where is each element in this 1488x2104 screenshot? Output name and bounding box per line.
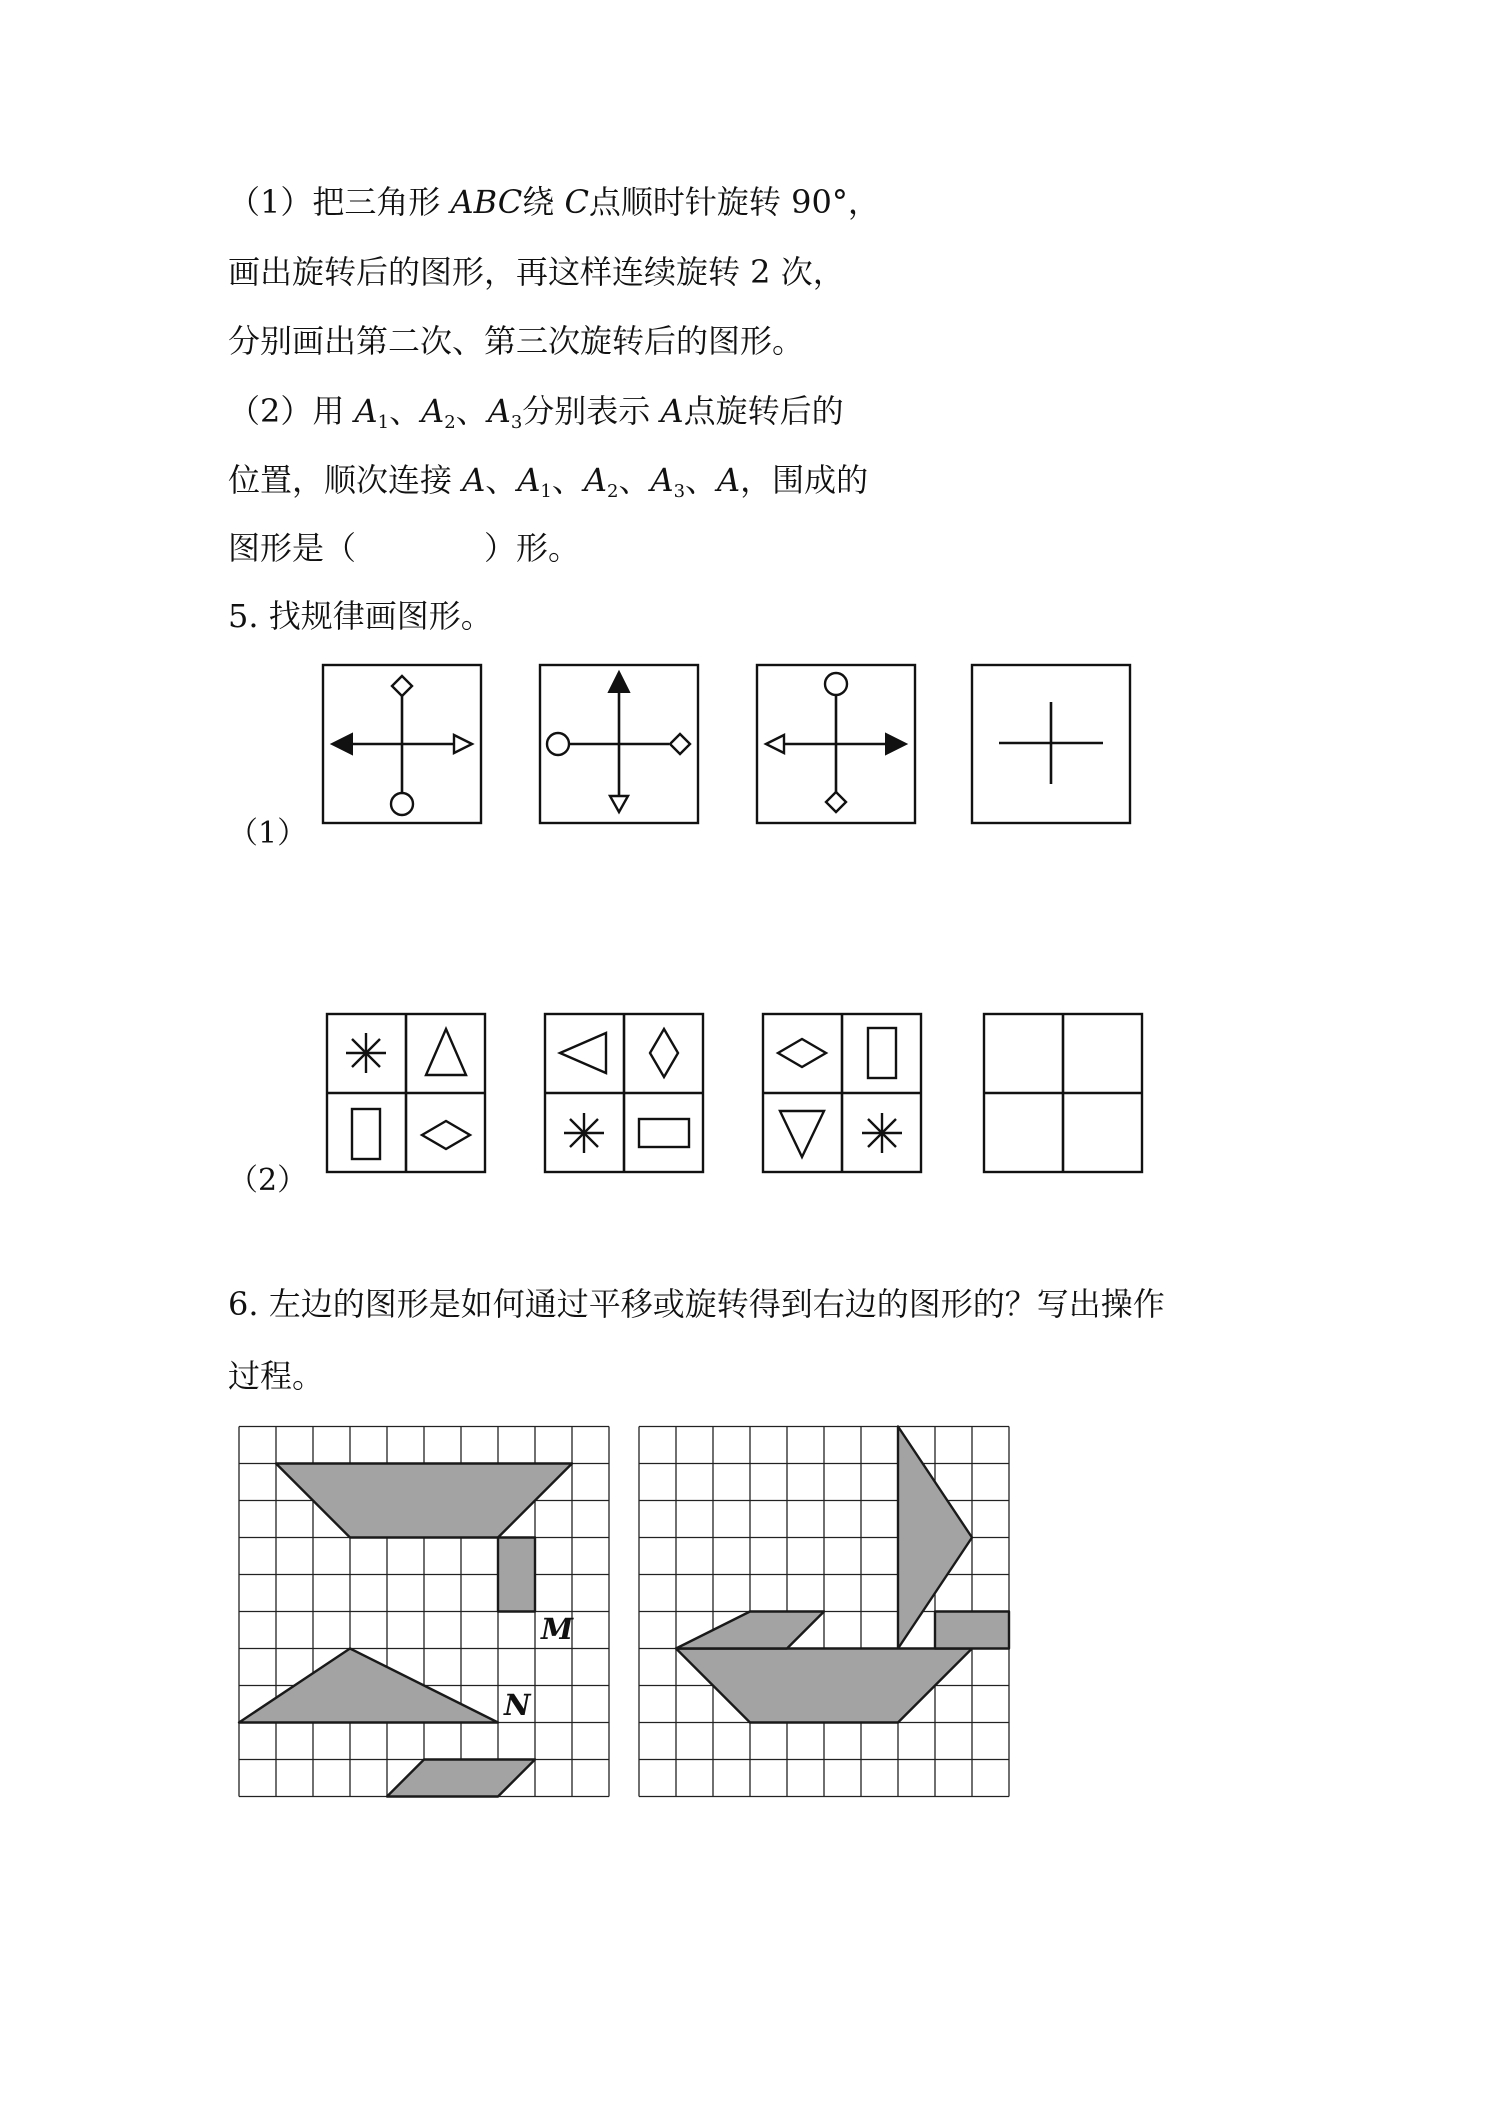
- bow-triangle-shape: [676, 1612, 824, 1649]
- triangle-icon: [560, 1033, 606, 1073]
- parallelogram-shape: [387, 1760, 535, 1797]
- q5-sub2-label: （2）: [228, 1163, 308, 1198]
- q5-row1-box1: [322, 664, 482, 824]
- diamond-icon: [392, 676, 412, 696]
- small-rectangle-shape: [935, 1612, 1009, 1649]
- hollow-arrow-icon: [610, 796, 628, 812]
- diamond-icon: [826, 792, 846, 812]
- circle-icon: [391, 793, 413, 815]
- q6-title-line1: 6. 左边的图形是如何通过平移或旋转得到右边的图形的？写出操作: [228, 1285, 1165, 1323]
- q5-row2-box1: [326, 1013, 486, 1173]
- label-m: M: [541, 1612, 574, 1646]
- q4-part1-line2: 画出旋转后的图形，再这样连续旋转 2 次，: [228, 253, 845, 291]
- diamond-icon: [650, 1029, 678, 1077]
- solid-arrow-icon: [332, 734, 352, 754]
- diamond-icon: [670, 734, 690, 754]
- q5-row1-box4-answer[interactable]: [971, 664, 1131, 824]
- asterisk-icon: [564, 1113, 604, 1153]
- solid-arrow-icon: [609, 672, 629, 692]
- q5-row1-box3: [756, 664, 916, 824]
- q5-sub1-label: （1）: [228, 816, 308, 851]
- q6-title-line2: 过程。: [228, 1357, 325, 1395]
- q4-part1-line3: 分别画出第二次、第三次旋转后的图形。: [228, 322, 805, 360]
- asterisk-icon: [346, 1033, 386, 1073]
- q5-row2-box2: [544, 1013, 704, 1173]
- circle-icon: [825, 673, 847, 695]
- rectangle-icon: [868, 1028, 896, 1078]
- q5-title: 5. 找规律画图形。: [228, 597, 493, 635]
- small-rectangle-shape: [498, 1538, 535, 1612]
- rectangle-icon: [352, 1109, 380, 1159]
- hull-trapezoid-shape: [676, 1649, 972, 1723]
- rectangle-icon: [639, 1119, 689, 1147]
- q5-row2-box4-answer[interactable]: [983, 1013, 1143, 1173]
- q4-part2-line2: 位置，顺次连接 A、$A_1$、$A_2$、$A_3$、A，围成的: [228, 461, 869, 502]
- q4-part1-line1: （1）把三角形 ABC绕 C点顺时针旋转 90°，: [228, 183, 880, 221]
- asterisk-icon: [862, 1113, 902, 1153]
- label-n: N: [504, 1688, 531, 1722]
- diamond-icon: [422, 1121, 470, 1149]
- q4-part2-line1: （2）用 $A_1$、$A_2$、$A_3$分别表示 A点旋转后的: [228, 392, 844, 433]
- circle-icon: [547, 733, 569, 755]
- diamond-icon: [778, 1039, 826, 1067]
- triangle-icon: [780, 1111, 824, 1157]
- triangle-icon: [426, 1029, 466, 1075]
- q6-right-grid: [639, 1426, 1009, 1797]
- trapezoid-shape: [276, 1464, 572, 1538]
- q5-row2-box3: [762, 1013, 922, 1173]
- hollow-arrow-icon: [766, 735, 784, 753]
- hollow-arrow-icon: [454, 735, 472, 753]
- q4-part2-line3: 图形是（ ）形。: [228, 529, 581, 567]
- solid-arrow-icon: [886, 734, 906, 754]
- q5-row1-box2: [539, 664, 699, 824]
